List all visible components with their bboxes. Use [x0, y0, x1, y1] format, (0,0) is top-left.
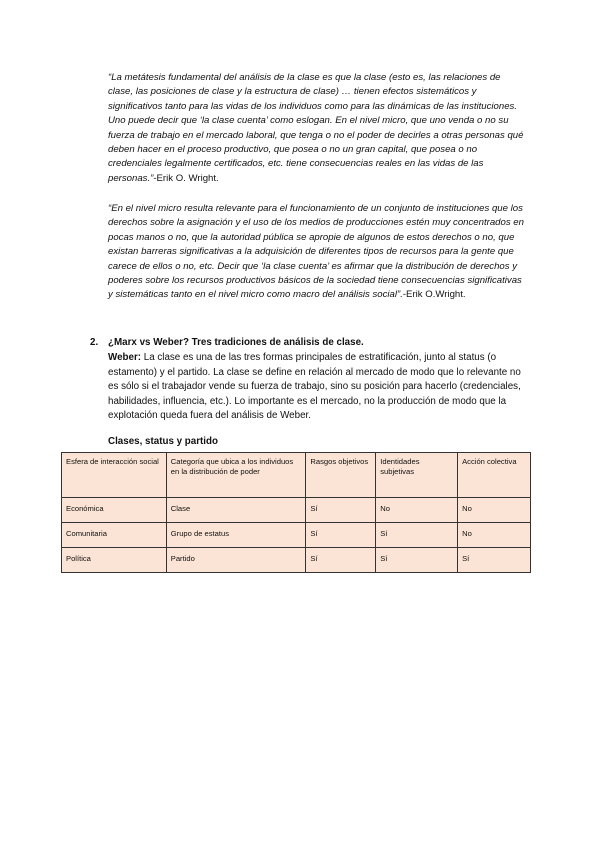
table-cell: Comunitaria [62, 523, 167, 548]
table-title: Clases, status y partido [108, 436, 218, 447]
table-row [62, 523, 531, 548]
weber-text: La clase es una de las tres formas principales de estratificación, junto al status (o estamento) y el partido. La clase se define en relación al mercado de modo que lo relevante no es sólo si el trabajador vende su fuerza de trabajo, sino su posición para hacerlo (credenciales, habilidades, influencia, etc.). Lo importante es el mercado, no la producción de modo que la explotación queda fuera del análisis de Weber. [108, 352, 521, 422]
table-cell: Grupo de estatus [166, 523, 306, 548]
table-row [62, 548, 531, 573]
header-cell: Identidades subjetivas [376, 453, 458, 498]
quote-author: -Erik O.Wright. [402, 289, 466, 301]
section-marx-weber [90, 336, 530, 424]
table-row [62, 498, 531, 523]
header-cell: Categoría que ubica a los individuos en la distribución de poder [166, 453, 306, 498]
classes-status-table [61, 452, 531, 573]
table-header-row [62, 453, 531, 498]
table-cell: Económica [62, 498, 167, 523]
table-cell: Sí [376, 523, 458, 548]
header-cell: Acción colectiva [458, 453, 531, 498]
table-cell: No [458, 523, 531, 548]
quote-wright-2 [108, 202, 528, 303]
table-cell: No [458, 498, 531, 523]
quote-wright-1 [108, 71, 528, 186]
table-cell: Política [62, 548, 167, 573]
quote-text: “La metátesis fundamental del análisis de la clase es que la clase (esto es, las relaciones de clase, las posiciones de clase y la estructura de clase) … tienen efectos sistemáticos y significativos tanto para las vidas de los individuos como para las dinámicas de las instituciones. Uno puede decir que ‘la clase cuenta’ como eslogan. En el nivel micro, que uno venda o no su fuerza de trabajo en el mercado laboral, que tenga o no el poder de decirles a otras personas qué deben hacer en el proceso productivo, que posea o no un gran capital, que posea o no credenciales legalmente certificados, etc. tiene consecuencias reales en las vidas de las personas.” [108, 72, 524, 184]
header-cell: Rasgos objetivos [306, 453, 376, 498]
weber-paragraph [108, 351, 530, 424]
table-cell: Sí [306, 498, 376, 523]
table-cell: Clase [166, 498, 306, 523]
table-cell: Partido [166, 548, 306, 573]
weber-label: Weber: [108, 352, 142, 363]
table-cell: No [376, 498, 458, 523]
section-title: ¿Marx vs Weber? Tres tradiciones de análisis de clase. [108, 337, 364, 348]
header-cell: Esfera de interacción social [62, 453, 167, 498]
section-number: 2. [90, 337, 99, 348]
table-cell: Sí [376, 548, 458, 573]
section-heading [90, 336, 530, 350]
table-cell: Sí [306, 548, 376, 573]
quote-text: “En el nivel micro resulta relevante para el funcionamiento de un conjunto de instituciones que los derechos sobre la asignación y el uso de los medios de producciones estén muy concentrados en pocas manos o no, que la autoridad pública se apropie de algunos de estos derechos o no, que existan barreras significativas a la adquisición de diferentes tipos de recursos para la gente que carece de ellos o no, etc. Decir que ‘la clase cuenta’ es afirmar que la distribución de derechos y poderes sobre los recursos productivos básicos de la sociedad tiene consecuencias significativas y sistemáticas tanto en el nivel micro como macro del análisis social”. [108, 203, 524, 301]
quote-author: -Erik O. Wright. [153, 172, 219, 184]
table-cell: Sí [306, 523, 376, 548]
table-cell: Sí [458, 548, 531, 573]
